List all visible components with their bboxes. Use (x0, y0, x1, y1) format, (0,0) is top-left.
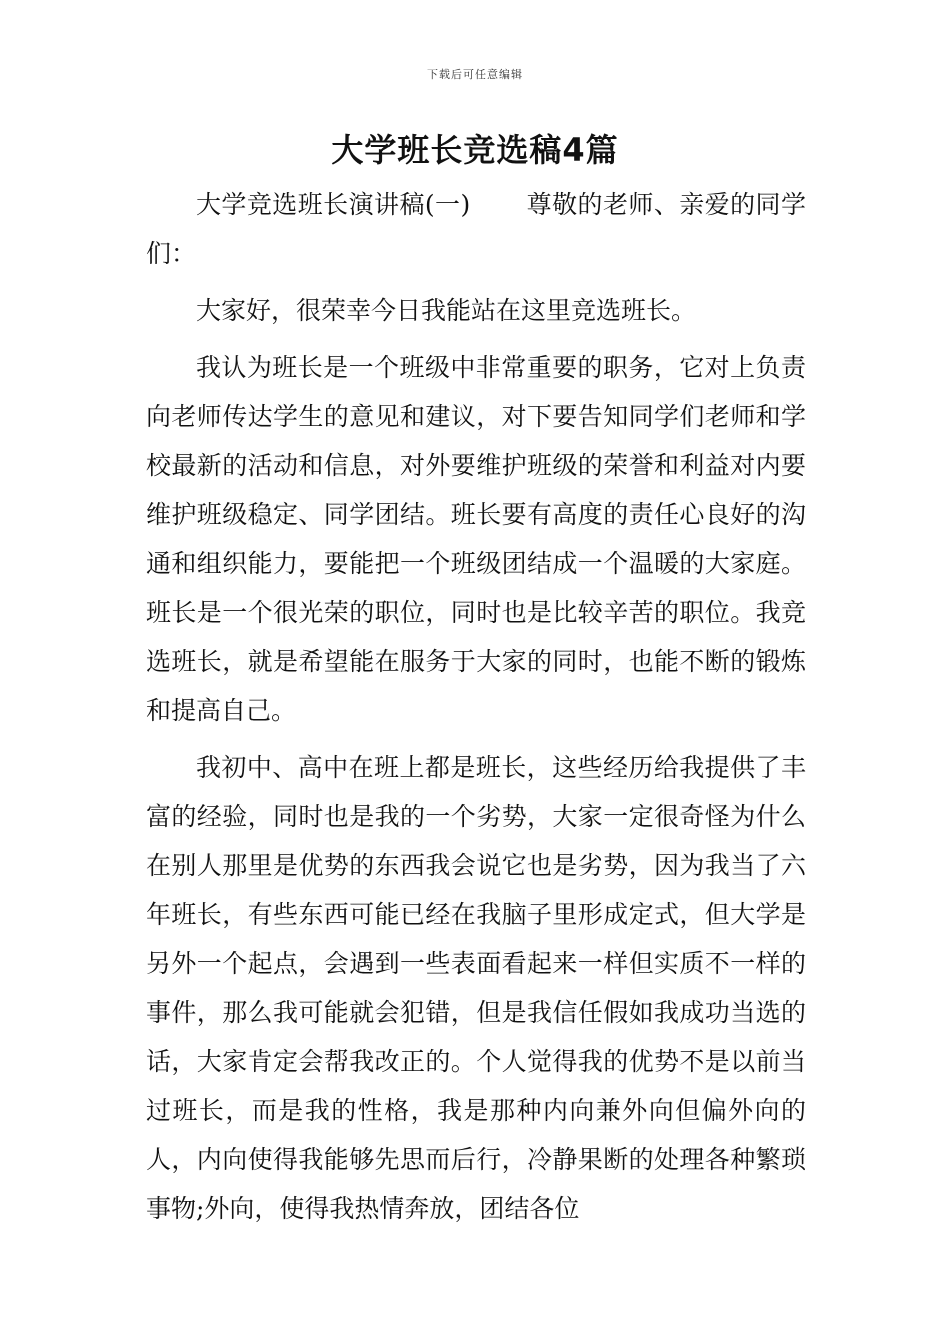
intro-paragraph (146, 180, 806, 278)
intro-heading: 大学竞选班长演讲稿(一) (196, 190, 471, 219)
greeting-end: 学们： (146, 190, 806, 268)
paragraph: 我初中、高中在班上都是班长，这些经历给我提供了丰富的经验，同时也是我的一个劣势，大家一定很奇怪为什么在别人那里是优势的东西我会说它也是劣势，因为我当了六年班长，有些东西可能已经在我脑子里形成定式，但大学是另外一个起点，会遇到一些表面看起来一样但实质不一样的事件，那么我可能就会犯错，但是我信任假如我成功当选的话，大家肯定会帮我改正的。个人觉得我的优势不是以前当过班长，而是我的性格，我是那种内向兼外向但偏外向的人，内向使得我能够先思而后行，冷静果断的处理各种繁琐事物;外向，使得我热情奔放，团结各位 (146, 753, 806, 1223)
paragraph: 我认为班长是一个班级中非常重要的职务，它对上负责向老师传达学生的意见和建议，对下要告知同学们老师和学校最新的活动和信息，对外要维护班级的荣誉和利益对内要维护班级稳定、同学团结。班长要有高度的责任心良好的沟通和组织能力，要能把一个班级团结成一个温暖的大家庭。班长是一个很光荣的职位，同时也是比较辛苦的职位。我竞选班长，就是希望能在服务于大家的同时，也能不断的锻炼和提高自己。 (146, 353, 806, 725)
document-body (146, 180, 806, 1233)
header-note: 下载后可任意编辑 (427, 68, 523, 81)
document-title: 大学班长竞选稿4篇 (331, 131, 619, 169)
greeting-start: 尊敬的老师、亲爱的同 (526, 190, 781, 219)
paragraph: 大家好，很荣幸今日我能站在这里竞选班长。 (196, 296, 697, 325)
